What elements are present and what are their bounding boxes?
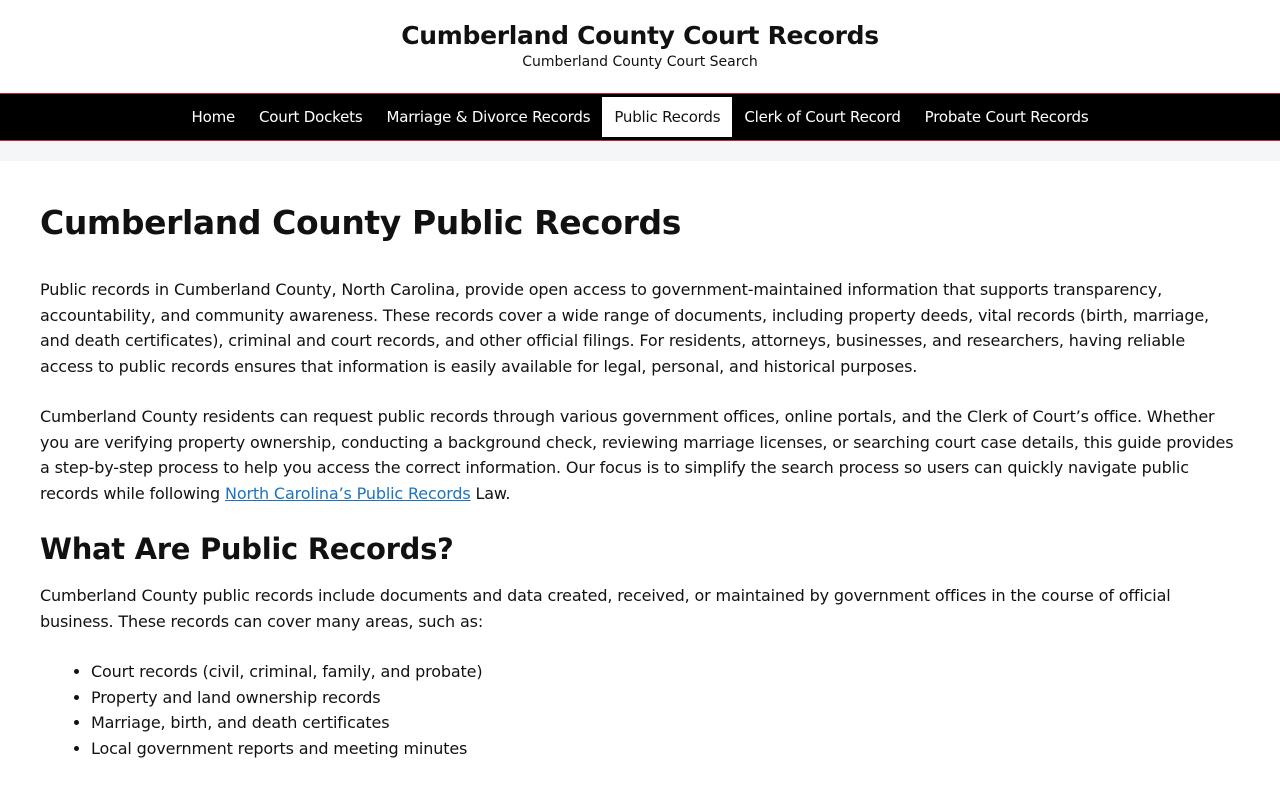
access-paragraph-end: Law. (470, 483, 511, 503)
section-title-what-are-public-records: What Are Public Records? (40, 532, 454, 566)
nc-public-records-law-link[interactable]: North Carolina’s Public Records (225, 483, 471, 503)
list-item: • Court records (civil, criminal, family, and probate) (91, 659, 1240, 685)
list-item: • Property and land ownership records (91, 685, 1240, 711)
page-title: Cumberland County Public Records (40, 203, 681, 242)
header-spacer-band (0, 141, 1280, 161)
intro-paragraph: Public records in Cumberland County, North Carolina, provide open access to government-maintained information that supports transparency, accountability, and community awareness. These records cover a wide range of documents, including property deeds, vital records (birth, marriage, and death certificates), criminal and court records, and other official filings. For residents, attorneys, businesses, and researchers, having reliable access to public records ensures that information is easily available for legal, personal, and historical purposes. (40, 280, 1209, 376)
access-paragraph (40, 404, 1240, 506)
nav-item-home[interactable]: Home (191, 108, 236, 126)
site-title[interactable]: Cumberland County Court Records (401, 21, 879, 50)
site-tagline: Cumberland County Court Search (522, 54, 758, 70)
definition-paragraph: Cumberland County public records include documents and data created, received, or maintained by government offices in the course of official business. These records can cover many areas, such as: (40, 586, 1171, 631)
records-list (91, 659, 1240, 761)
nav-item-court-dockets[interactable]: Court Dockets (259, 108, 363, 126)
site-header (0, 0, 1280, 93)
access-paragraph-text: Cumberland County residents can request public records through various government offices, online portals, and the Clerk of Court’s office. Whether you are verifying property ownership, conducting a background check, reviewing marriage licenses, or searching court case details, this guide provides a step-by-step process to help you access the correct information. Our focus is to simplify the search process so users can quickly navigate public records while following (40, 407, 1234, 503)
nav-item-probate-court-records[interactable]: Probate Court Records (924, 108, 1089, 126)
main-navigation (0, 93, 1280, 141)
nav-item-public-records[interactable]: Public Records (602, 97, 732, 137)
list-item: • Local government reports and meeting minutes (91, 736, 1240, 762)
nav-item-clerk-of-court-record[interactable]: Clerk of Court Record (744, 108, 901, 126)
main-content (0, 161, 1280, 761)
nav-item-marriage-divorce-records[interactable]: Marriage & Divorce Records (386, 108, 591, 126)
list-item: • Marriage, birth, and death certificates (91, 710, 1240, 736)
